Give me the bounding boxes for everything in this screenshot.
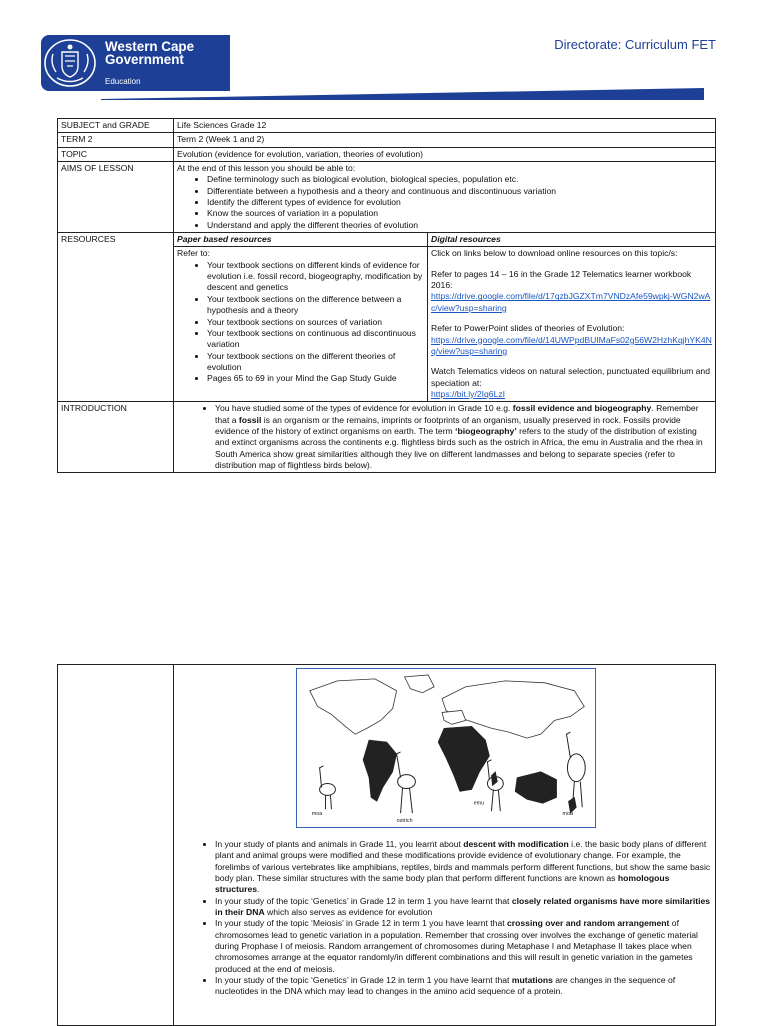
row-label: TOPIC bbox=[58, 147, 174, 161]
map-label: emu bbox=[473, 800, 485, 807]
introduction-list bbox=[177, 403, 712, 471]
digital-text-2: Refer to PowerPoint slides of theories of Evolution: bbox=[431, 323, 625, 334]
row-label: SUBJECT and GRADE bbox=[58, 119, 174, 133]
moa-figure bbox=[566, 732, 585, 807]
row-label: TERM 2 bbox=[58, 133, 174, 147]
table-row bbox=[58, 233, 716, 247]
evidence-list bbox=[177, 839, 712, 998]
bold-term: fossil bbox=[238, 414, 262, 425]
list-item bbox=[215, 918, 712, 975]
bold-term: ‘biogeography’ bbox=[455, 425, 517, 436]
text-span: of chromosomes lead to genetic variation in a population. Remember that crossing over involves the exchange of genetic material during Prophase I of meiosis. Random arrangement of chromosomes during Metaphase I and Metaphase II takes place when chromosomes arrange at the equator randomly/in different combinations and this will result in genetic variation in the gametes produced at the end of meiosis. bbox=[215, 918, 698, 974]
content-cell bbox=[174, 665, 716, 1026]
paper-intro: Refer to: bbox=[177, 248, 210, 259]
digital-intro: Click on links below to download online resources on this topic/s: bbox=[431, 248, 678, 259]
text-span: In your study of the topic ‘Meiosis’ in Grade 12 in term 1 you have learnt that bbox=[215, 918, 508, 929]
coat-of-arms-icon bbox=[43, 38, 98, 88]
org-name-line2: Government bbox=[105, 52, 184, 67]
aims-list bbox=[177, 174, 712, 231]
flightless-birds-distribution-map bbox=[296, 668, 596, 828]
aims-intro: At the end of this lesson you should be able to: bbox=[177, 163, 356, 174]
list-item bbox=[215, 975, 712, 998]
wcg-logo-block bbox=[41, 35, 230, 91]
directorate-title: Directorate: Curriculum FET bbox=[554, 37, 716, 52]
workbook-link[interactable]: https://drive.google.com/file/d/17qzbJGZXTm7VNDzAfe59wpkj-WGN2wAc/view?usp=sharing bbox=[431, 291, 711, 313]
table-row bbox=[58, 665, 716, 1026]
map-label: moa bbox=[562, 811, 574, 818]
australia-shape bbox=[515, 772, 556, 804]
table-row bbox=[58, 119, 716, 133]
row-label bbox=[58, 665, 174, 1026]
list-item: • Your textbook sections on different kinds of evidence for evolution i.e. fossil record, biogeography, modification by descent and genetics bbox=[207, 260, 424, 294]
lesson-info-table-continued bbox=[57, 664, 716, 1026]
list-item: • Differentiate between a hypothesis and a theory and continuous and discontinuous variation bbox=[207, 186, 712, 197]
map-label: moa bbox=[311, 811, 323, 818]
list-item: • Know the sources of variation in a population bbox=[207, 208, 712, 219]
south-america-shape bbox=[363, 740, 397, 801]
row-label: INTRODUCTION bbox=[58, 402, 174, 473]
emu-figure bbox=[487, 760, 503, 811]
table-row bbox=[58, 402, 716, 473]
table-row bbox=[58, 133, 716, 147]
text-span: In your study of plants and animals in Grade 11, you learnt about bbox=[215, 839, 464, 849]
list-item bbox=[215, 403, 712, 471]
map-label: ostrich bbox=[396, 818, 413, 825]
ostrich-figure bbox=[397, 752, 416, 813]
bold-term: mutations bbox=[511, 975, 553, 986]
bold-term: closely related organisms have more similarities in their DNA bbox=[215, 895, 711, 918]
madagascar-shape bbox=[491, 772, 497, 786]
bold-term: descent with modification bbox=[463, 839, 569, 849]
row-value: Evolution (evidence for evolution, variation, theories of evolution) bbox=[174, 147, 716, 161]
digital-text-3: Watch Telematics videos on natural selection, punctuated equilibrium and speciation at: bbox=[431, 366, 710, 388]
list-item bbox=[215, 839, 712, 896]
africa-shape bbox=[438, 726, 489, 791]
bold-term: homologous structures bbox=[215, 873, 670, 895]
table-row bbox=[58, 162, 716, 233]
org-name-line1: Western Cape bbox=[105, 39, 195, 54]
list-item: • Your textbook sections on sources of variation bbox=[207, 317, 424, 328]
list-item: • Your textbook sections on the different theories of evolution bbox=[207, 351, 424, 374]
row-label: RESOURCES bbox=[58, 233, 174, 402]
digital-resources-heading: Digital resources bbox=[428, 233, 716, 247]
lesson-info-table bbox=[57, 118, 716, 473]
table-row bbox=[58, 147, 716, 161]
list-item: • Pages 65 to 69 in your Mind the Gap Study Guide bbox=[207, 373, 424, 384]
text-span: is an organism or the remains, imprints or footprints of an organism, usually preserved in rock. Fossils provide evidence of the history of extinct organisms on earth. The term bbox=[215, 414, 681, 436]
list-item: • Identify the different types of evidence for evolution bbox=[207, 197, 712, 208]
list-item: • Your textbook sections on continuous ad discontinuous variation bbox=[207, 328, 424, 351]
introduction-cell bbox=[174, 402, 716, 473]
bold-term: fossil evidence and biogeography bbox=[512, 403, 652, 414]
text-span: In your study of the topic ‘Genetics’ in Grade 12 in term 1 you have learnt that bbox=[215, 975, 512, 986]
list-item: • Understand and apply the different theories of evolution bbox=[207, 220, 712, 231]
text-span: . bbox=[257, 884, 260, 895]
row-value: Term 2 (Week 1 and 2) bbox=[174, 133, 716, 147]
list-item: • Define terminology such as biological evolution, biological species, population etc. bbox=[207, 174, 712, 185]
text-span: You have studied some of the types of evidence for evolution in Grade 10 e.g. bbox=[215, 403, 513, 414]
paper-resources-heading: Paper based resources bbox=[174, 233, 428, 247]
aims-cell bbox=[174, 162, 716, 233]
list-item: • Your textbook sections on the difference between a hypothesis and a theory bbox=[207, 294, 424, 317]
header-swoosh-divider bbox=[41, 87, 704, 101]
powerpoint-link[interactable]: https://drive.google.com/file/d/14UWPpdBUIMaFs02g56W2HzhKqjhYK4Nq/view?usp=sharing bbox=[431, 334, 712, 356]
bold-term: crossing over and random arrangement bbox=[507, 918, 670, 929]
row-label: AIMS OF LESSON bbox=[58, 162, 174, 233]
digital-text-1: Refer to pages 14 – 16 in the Grade 12 Telematics learner workbook 2016: bbox=[431, 268, 692, 291]
text-span: refers to the study of the distribution of existing and extinct organisms across the continents e.g. flightless birds such as the ostrich in Africa, the emu in Australia and the rhea in South America show great similarities although they live on different landmasses and belong to separate species (refer to distribution map of flightless birds below). bbox=[215, 425, 703, 470]
text-span: i.e. the basic body plans of different plant and animal groups were modified and these modifications provide evidence of evolutionary change. For example, the forelimbs of various vertebrates like amphibians, reptiles, birds and mammals perform different functions, but show the same basic body plan. These similar structures with the same body plan that perform different functions are known as bbox=[215, 839, 711, 884]
department-name: Education bbox=[105, 77, 141, 86]
digital-resources-cell bbox=[428, 247, 716, 402]
text-span: . Remember that a bbox=[215, 403, 699, 425]
paper-resources-list bbox=[177, 260, 424, 385]
row-value: Life Sciences Grade 12 bbox=[174, 119, 716, 133]
text-span: are changes in the sequence of nucleotides in the DNA which may lead to changes in the amino acid sequence of a protein. bbox=[215, 975, 676, 997]
text-span: In your study of the topic ‘Genetics’ in Grade 12 in term 1 you have learnt that bbox=[215, 895, 512, 906]
rhea-figure bbox=[320, 766, 336, 809]
videos-link[interactable]: https://bit.ly/2Iq6LzI bbox=[431, 388, 506, 399]
paper-resources-cell bbox=[174, 247, 428, 402]
text-span: which also serves as evidence for evolution bbox=[264, 907, 433, 918]
list-item bbox=[215, 896, 712, 919]
